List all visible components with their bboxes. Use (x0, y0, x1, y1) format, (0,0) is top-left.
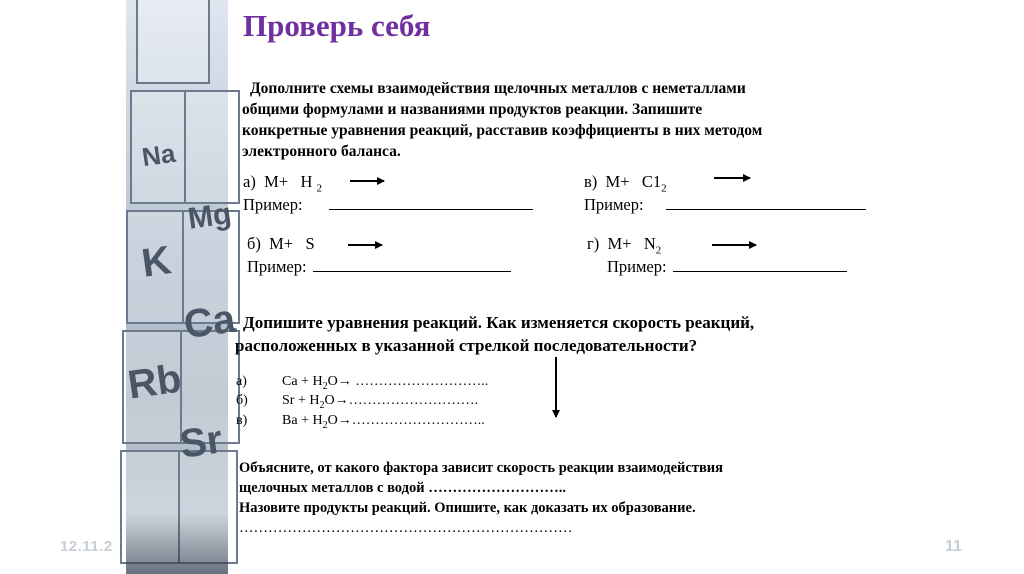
periodic-table-image (125, 0, 238, 574)
water-subscript: 2 (319, 399, 325, 411)
element-symbol: Ca (181, 296, 238, 348)
example-label: Пример: (243, 195, 303, 214)
scheme-reagent: C1 (641, 172, 662, 191)
task2-line: Допишите уравнения реакций. Как изменяется скорость реакций, (243, 313, 755, 332)
scheme-b (247, 234, 315, 254)
scheme-reagent: S (305, 234, 315, 253)
answer-blank[interactable] (666, 195, 866, 210)
element-symbol: Na (140, 137, 178, 173)
reaction-row (236, 374, 488, 392)
element-tile (184, 90, 240, 204)
task3-line (239, 478, 723, 498)
scheme-a (243, 172, 322, 194)
task3-answer-dots: …………………………………………………………… (239, 520, 573, 536)
scheme-subscript: 2 (655, 244, 662, 257)
scheme-reagent: N (643, 234, 656, 253)
answer-blank[interactable] (673, 257, 847, 272)
reaction-rest: →………………………. (334, 393, 479, 408)
reaction-metal: Sr (282, 393, 295, 408)
reaction-label: в) (236, 413, 248, 428)
water-o: O (327, 413, 338, 428)
reaction-row (236, 393, 478, 411)
scheme-subscript: 2 (661, 182, 667, 195)
task3-text (239, 458, 723, 538)
scheme-g (587, 234, 661, 256)
plus-sign: + (297, 393, 306, 408)
scheme-formula: M+ (269, 234, 294, 253)
reaction-arrow (348, 244, 382, 246)
example-b (247, 257, 511, 277)
example-v (584, 195, 866, 215)
example-label: Пример: (584, 195, 644, 214)
reaction-metal: Ca (282, 374, 298, 389)
answer-blank[interactable] (329, 195, 533, 210)
scheme-label: а) (243, 172, 256, 191)
element-tile (136, 0, 210, 84)
example-label: Пример: (607, 257, 667, 276)
example-g (607, 257, 847, 277)
water-h: H (312, 374, 323, 389)
task1-line: Дополните схемы взаимодействия щелочных металлов с неметаллами (250, 80, 746, 97)
scheme-formula: M+ (264, 172, 289, 191)
reaction-rest: →……………………….. (337, 413, 485, 428)
scheme-v (584, 172, 667, 194)
scheme-label: г) (587, 234, 600, 253)
reaction-arrow (350, 180, 384, 182)
task2-line: расположенных в указанной стрелкой последовательности? (235, 336, 698, 355)
reaction-row (236, 413, 485, 431)
slide-number: 11 (945, 538, 962, 555)
scheme-label: в) (584, 172, 598, 191)
reaction-label: а) (236, 374, 247, 389)
scheme-formula: M+ (607, 234, 632, 253)
plus-sign: + (301, 413, 309, 428)
scheme-subscript: 2 (316, 182, 322, 195)
water-subscript: 2 (322, 419, 328, 431)
task3-line2-text: щелочных металлов с водой (239, 480, 429, 496)
slide-date: 12.11.2 (60, 538, 113, 555)
task1-line: конкретные уравнения реакций, расставив коэффициенты в них методом (242, 122, 763, 139)
task1-line: электронного баланса. (242, 143, 401, 160)
element-symbol: Rb (125, 356, 185, 408)
down-arrow (555, 357, 557, 417)
reaction-arrow (712, 244, 756, 246)
element-symbol: Sr (177, 417, 226, 467)
task3-line: Объясните, от какого фактора зависит скорость реакции взаимодействия (239, 460, 723, 476)
scheme-reagent: H (300, 172, 313, 191)
task1-line: общими формулами и названиями продуктов реакции. Запишите (242, 101, 703, 118)
water-h: H (309, 393, 320, 408)
element-symbol: Mg (185, 197, 234, 236)
reaction-label: б) (236, 393, 248, 408)
reaction-arrow (714, 177, 750, 179)
water-h: H (312, 413, 323, 428)
page-title: Проверь себя (243, 8, 431, 43)
task1-text (242, 78, 882, 162)
water-o: O (324, 393, 335, 408)
reaction-metal: Ba (282, 413, 298, 428)
reaction-rest: → ……………………….. (337, 374, 489, 389)
task2-text (235, 311, 754, 357)
scheme-formula: M+ (605, 172, 630, 191)
element-symbol: K (139, 238, 174, 286)
example-label: Пример: (247, 257, 307, 276)
task3-line: Назовите продукты реакций. Опишите, как доказать их образование. (239, 500, 696, 516)
water-o: O (327, 374, 338, 389)
task3-answer-dots: ……………………….. (428, 480, 566, 496)
water-subscript: 2 (322, 380, 328, 392)
scheme-label: б) (247, 234, 261, 253)
strip-shade (126, 514, 228, 574)
plus-sign: + (301, 374, 309, 389)
answer-blank[interactable] (313, 257, 511, 272)
example-a (243, 195, 533, 215)
